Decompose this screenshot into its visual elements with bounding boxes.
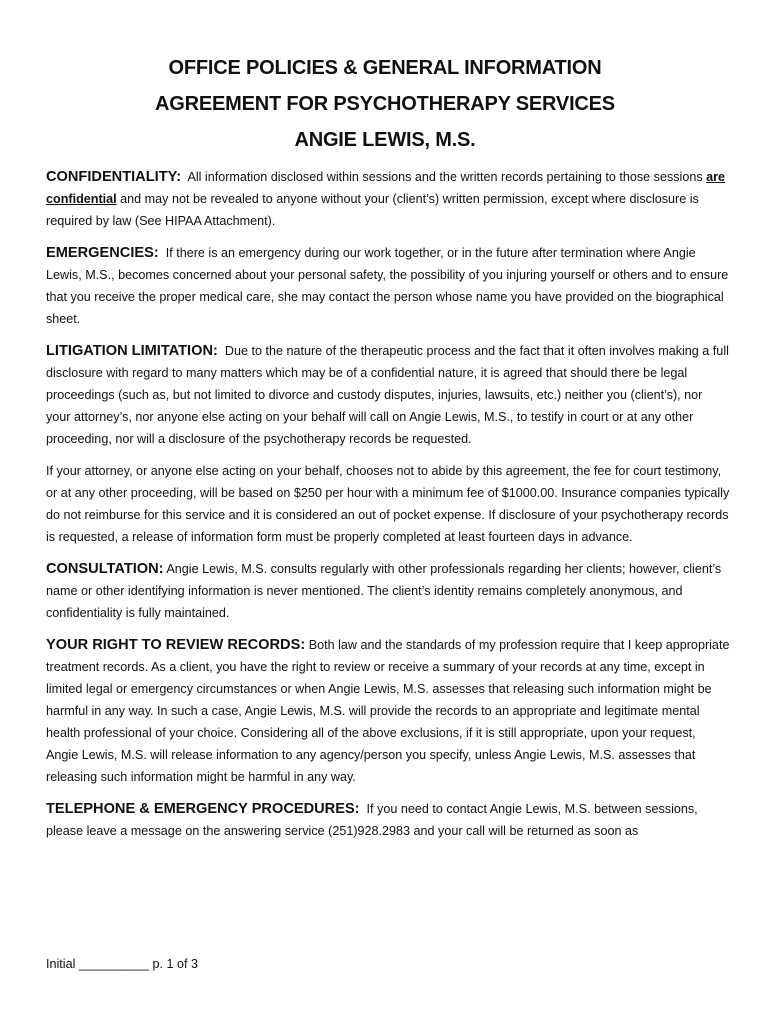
document-title xyxy=(0,50,770,158)
records-text: Both law and the standards of my profession require that I keep appropriate treatment records. As a client, you have the right to review or receive a summary of your records at any time, except in limited legal or emergency circumstances or when Angie Lewis, M.S. assesses that releasing such information might be harmful in any way. In such a case, Angie Lewis, M.S. will provide the records to an appropriate and legitimate mental health professional of your choice. Considering all of the above exclusions, if it is still appropriate, upon your request, Angie Lewis, M.S. will release information to any agency/person you specify, unless Angie Lewis, M.S. assesses that releasing such information might be harmful in any way. xyxy=(46,638,730,784)
consultation-heading: CONSULTATION: xyxy=(46,561,164,577)
confidentiality-text-b: and may not be revealed to anyone without your (client’s) written permission, except where disclosure is required by law (See HIPAA Attachment). xyxy=(46,192,699,228)
consultation-section xyxy=(46,558,730,624)
confidentiality-heading: CONFIDENTIALITY: xyxy=(46,169,182,185)
page-footer: Initial __________ p. 1 of 3 xyxy=(46,957,198,971)
records-heading: YOUR RIGHT TO REVIEW RECORDS: xyxy=(46,637,306,653)
confidentiality-text-a: All information disclosed within sessions and the written records pertaining to those sessions xyxy=(187,170,707,184)
confidentiality-emphasis: are confidential xyxy=(46,170,726,206)
telephone-heading: TELEPHONE & EMERGENCY PROCEDURES: xyxy=(46,801,360,817)
telephone-text: If you need to contact Angie Lewis, M.S. between sessions, please leave a message on the answering service (251)928.2983 and your call will be returned as soon as xyxy=(46,802,698,838)
consultation-text: Angie Lewis, M.S. consults regularly with other professionals regarding her clients; however, client’s name or other identifying information is never mentioned. The client’s identity remains completely anonymous, and confidentiality is fully maintained. xyxy=(46,562,722,620)
emergencies-heading: EMERGENCIES: xyxy=(46,245,159,261)
litigation-text: Due to the nature of the therapeutic process and the fact that it often involves making a full disclosure with regard to many matters which may be of a confidential nature, it is agreed that should there be legal proceedings (such as, but not limited to divorce and custody disputes, injuries, lawsuits, etc.) neither you (client’s), nor your attorney’s, nor anyone else acting on your behalf will call on Angie Lewis, M.S., to testify in court or at any other proceeding, nor will a disclosure of the psychotherapy records be requested. xyxy=(46,344,729,446)
records-section xyxy=(46,634,730,788)
telephone-section xyxy=(46,798,730,842)
litigation-fee-paragraph: If your attorney, or anyone else acting on your behalf, chooses not to abide by this agreement, the fee for court testimony, or at any other proceeding, will be based on $250 per hour with a minimum fee of $1000.00. Insurance companies typically do not reimburse for this service and it is considered an out of pocket expense. If disclosure of your psychotherapy records is requested, a release of information form must be properly completed at least fourteen days in advance. xyxy=(46,464,730,544)
litigation-section xyxy=(46,340,730,450)
emergencies-text: If there is an emergency during our work together, or in the future after termination where Angie Lewis, M.S., becomes concerned about your personal safety, the possibility of you injuring yourself or others and to ensure that you receive the proper medical care, she may contact the person whose name you have provided on the biographical sheet. xyxy=(46,246,729,326)
title-line-1: OFFICE POLICIES & GENERAL INFORMATION xyxy=(168,57,602,79)
litigation-heading: LITIGATION LIMITATION: xyxy=(46,343,218,359)
title-line-2: AGREEMENT FOR PSYCHOTHERAPY SERVICES xyxy=(155,93,615,115)
document-body xyxy=(46,166,730,852)
confidentiality-section xyxy=(46,166,730,232)
title-line-3: ANGIE LEWIS, M.S. xyxy=(294,129,476,151)
emergencies-section xyxy=(46,242,730,330)
